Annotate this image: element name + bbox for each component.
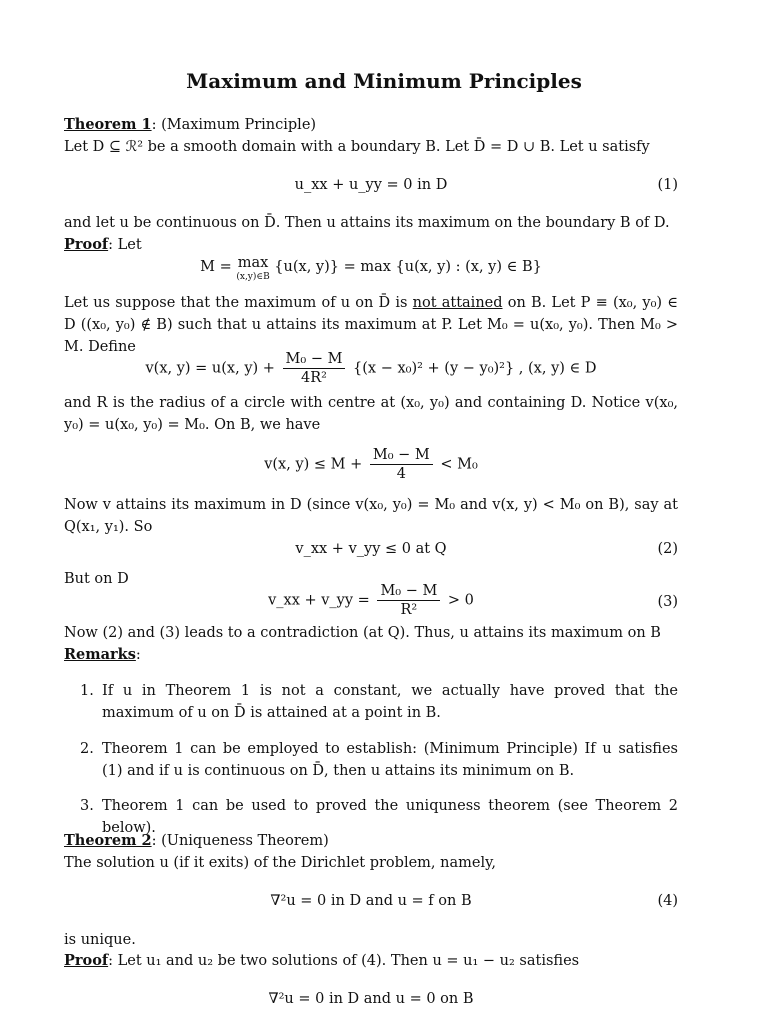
proof2-label: Proof [64,952,109,969]
proof1-para1-b: on B. Let P ≡ (x₀, y₀) ∈ D ((x₀, y₀) ∉ B) such that u attains its maximum at P. Let M₀ = u(x₀, y₀). Then M₀ > M. Define [64,295,678,355]
theorem2-name: : (Uniqueness Theorem) [151,833,329,849]
proof1-paragraph-1 [64,292,678,358]
equation-max-left: M = [200,259,232,275]
equation-1-number: (1) [657,177,678,193]
equation-b-left: v(x, y) ≤ M + [264,456,363,473]
remark-number: 1. [80,683,94,699]
but-on-d: But on D [64,571,129,587]
remark-item [80,738,678,782]
equation-1: u_xx + u_yy = 0 in D [294,177,448,193]
equation-5: ∇²u = 0 in D and u = 0 on B [268,991,474,1007]
equation-v-right: {(x − x₀)² + (y − y₀)²} , (x, y) ∈ D [353,360,597,377]
equation-3-right: > 0 [447,592,474,609]
equation-3-denominator: R² [400,602,418,618]
equation-3-left: v_xx + v_yy = [268,592,370,609]
equation-2: v_xx + v_yy ≤ 0 at Q [295,541,447,557]
equation-3-numerator: M₀ − M [377,582,440,601]
equation-max-right: {u(x, y)} = max {u(x, y) : (x, y) ∈ B} [274,259,542,275]
theorem1-heading [64,114,678,136]
equation-3-number: (3) [657,594,678,610]
equation-v-definition [64,350,678,387]
theorem1-statement: Let D ⊆ ℛ² be a smooth domain with a boundary B. Let D̄ = D ∪ B. Let u satisfy [64,139,650,155]
equation-b-right: < M₀ [440,456,478,473]
theorem2-label: Theorem 2 [64,832,152,849]
theorem1-conclusion: and let u be continuous on D̄. Then u attains its maximum on the boundary B of D. [64,215,670,231]
proof1-para1-underlined: not attained [412,295,503,311]
theorem2-heading [64,830,678,852]
max-operator [236,256,269,284]
remark-text: If u in Theorem 1 is not a constant, we actually have proved that the maximum of u on D̄ is attained at a point in B. [102,683,678,721]
theorem1-name: : (Maximum Principle) [151,117,317,133]
proof1-paragraph-2: and R is the radius of a circle with centre at (x₀, y₀) and containing D. Notice v(x₀, y₀) = u(x₀, y₀) = M₀. On B, we have [64,395,678,433]
equation-b-denominator: 4 [396,466,406,482]
proof1-label: Proof [64,236,109,253]
remark-number: 3. [80,798,94,814]
proof1-paragraph-3: Now v attains its maximum in D (since v(x₀, y₀) = M₀ and v(x, y) < M₀ on B), say at Q(x₁, y₁). So [64,497,678,535]
equation-4: ∇²u = 0 in D and u = f on B [270,893,472,909]
equation-v-numerator: M₀ − M [283,350,346,369]
theorem2-statement: The solution u (if it exits) of the Dirichlet problem, namely, [64,855,496,871]
proof2-text: : Let u₁ and u₂ be two solutions of (4). Then u = u₁ − u₂ satisfies [108,953,580,969]
proof1-para1-a: Let us suppose that the maximum of u on D̄ is [64,295,413,311]
equation-b-fraction [370,446,433,483]
proof1-intro: : Let [108,237,142,253]
proof1-heading [64,234,678,256]
remarks-heading [64,644,678,666]
remarks-colon: : [135,647,141,663]
equation-3-fraction [377,582,440,619]
remark-text: Theorem 1 can be employed to establish: (Minimum Principle) If u satisfies (1) and if u is continuous on D̄, then u attains its minimum on B. [102,741,678,779]
proof1-paragraph-4: Now (2) and (3) leads to a contradiction (at Q). Thus, u attains its maximum on B [64,625,661,641]
remark-number: 2. [80,741,94,757]
equation-v-fraction [283,350,346,387]
max-operator-text: max [237,255,269,271]
equation-boundary-bound [64,446,678,483]
equation-v-left: v(x, y) = u(x, y) + [145,360,275,377]
page-title: Maximum and Minimum Principles [186,69,582,93]
equation-3 [64,582,678,619]
equation-v-denominator: 4R² [301,370,327,386]
theorem1-label: Theorem 1 [64,116,152,133]
proof2-heading [64,950,678,972]
theorem2-conclusion: is unique. [64,932,136,948]
equation-b-numerator: M₀ − M [370,446,433,465]
remark-text: Theorem 1 can be used to proved the uniquness theorem (see Theorem 2 below). [102,798,678,836]
max-operator-subscript: (x,y)∈B [236,272,270,282]
equation-4-number: (4) [657,893,678,909]
equation-max [64,256,678,284]
remark-item [80,680,678,724]
equation-2-number: (2) [657,541,678,557]
remarks-label: Remarks [64,646,136,663]
